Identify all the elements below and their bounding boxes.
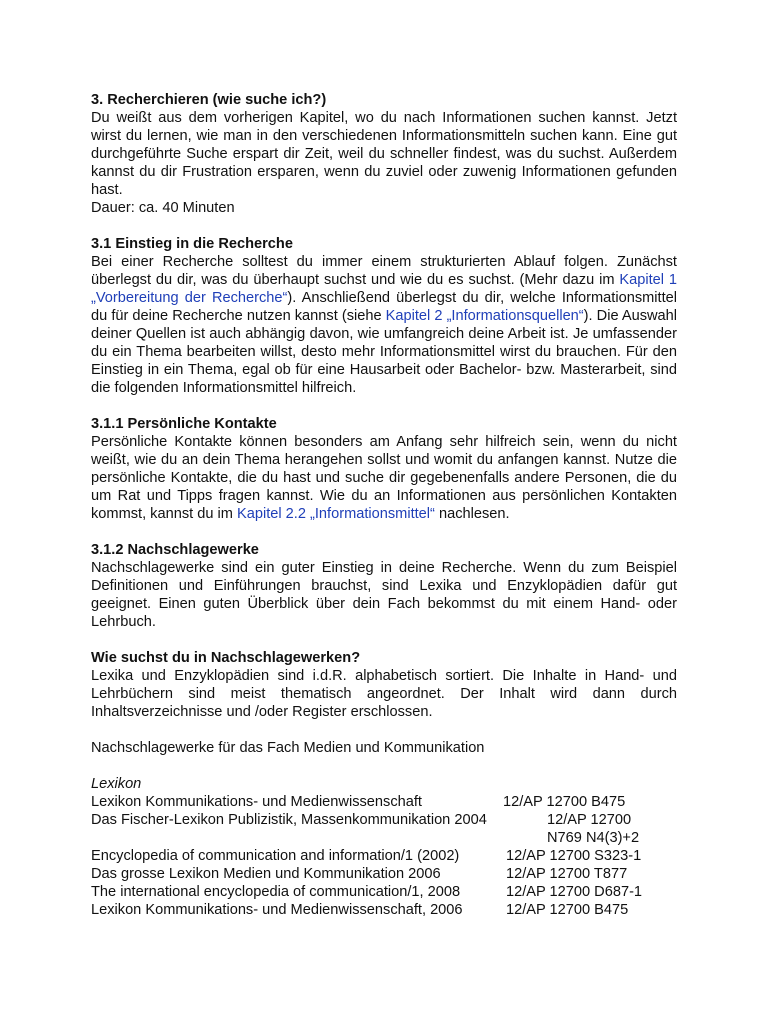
section-3-1-text-2: ). Anschließend überlegst du dir, welche Informationsmittel du für deine Recherche nutzen kannst (siehe	[91, 290, 677, 324]
reference-shelfmark: 12/AP 12700 T877	[506, 866, 628, 882]
chapter-2-link[interactable]: Kapitel 2 „Informationsquellen“	[385, 308, 584, 324]
section-3-1-2-body: Nachschlagewerke sind ein guter Einstieg in deine Recherche. Wenn du zum Beispiel Definitionen und Einführungen brauchst, sind Lexika und Enzyklopädien dafür gut geeignet. Einen guten Überblick über dein Fach bekommst du mit einem Hand- oder Lehrbuch.	[91, 560, 677, 630]
reference-row-continued	[91, 829, 677, 847]
section-3-duration: Dauer: ca. 40 Minuten	[91, 200, 235, 216]
reference-row	[91, 847, 677, 865]
lexikon-label: Lexikon	[91, 776, 142, 792]
howto-heading: Wie suchst du in Nachschlagewerken?	[91, 650, 361, 666]
reference-intro: Nachschlagewerke für das Fach Medien und Kommunikation	[91, 740, 485, 756]
reference-title: Das Fischer-Lexikon Publizistik, Massenkommunikation 2004	[91, 812, 487, 828]
reference-shelfmark: 12/AP 12700 D687-1	[506, 884, 643, 900]
howto-body: Lexika und Enzyklopädien sind i.d.R. alphabetisch sortiert. Die Inhalte in Hand- und Lehrbüchern sind meist thematisch angeordnet. Der Inhalt wird dann durch Inhaltsverzeichnisse und /oder Register erschlossen.	[91, 668, 677, 720]
reference-shelfmark-continued: N769 N4(3)+2	[547, 830, 640, 846]
reference-row	[91, 793, 677, 811]
section-3-1-text-1: Bei einer Recherche solltest du immer einem strukturierten Ablauf folgen. Zunächst überlegst du dir, was du überhaupt suchst und wie du es suchst. (Mehr dazu im	[91, 254, 677, 288]
chapter-1-link[interactable]: Kapitel 1 „Vorbereitung der Recherche“	[91, 272, 677, 306]
document-page	[91, 91, 677, 919]
reference-row	[91, 811, 677, 829]
reference-title: Lexikon Kommunikations- und Medienwissenschaft, 2006	[91, 902, 463, 918]
section-3-1-2-heading: 3.1.2 Nachschlagewerke	[91, 542, 259, 558]
reference-title: Lexikon Kommunikations- und Medienwissenschaft	[91, 794, 422, 810]
reference-title: The international encyclopedia of communication/1, 2008	[91, 884, 461, 900]
reference-title: Das grosse Lexikon Medien und Kommunikation 2006	[91, 866, 441, 882]
reference-shelfmark: 12/AP 12700 B475	[503, 794, 626, 810]
section-3-1-1-body	[91, 433, 677, 523]
reference-title: Encyclopedia of communication and information/1 (2002)	[91, 848, 460, 864]
section-3-1-text-3: ). Die Auswahl deiner Quellen ist auch abhängig davon, wie umfangreich deine Arbeit ist. Je umfassender du ein Thema bearbeiten willst, desto mehr Informationsmittel wirst du brauchen. Für den Einstieg in ein Thema, egal ob für eine Hausarbeit oder Bachelor- bzw. Masterarbeit, sind die folgenden Informationsmittel hilfreich.	[91, 308, 678, 396]
reference-row	[91, 901, 677, 919]
section-3-heading: 3. Recherchieren (wie suche ich?)	[91, 92, 327, 108]
section-3-1-1-heading: 3.1.1 Persönliche Kontakte	[91, 416, 277, 432]
reference-shelfmark: 12/AP 12700	[547, 812, 632, 828]
reference-row	[91, 883, 677, 901]
section-3-1-heading: 3.1 Einstieg in die Recherche	[91, 236, 293, 252]
reference-list	[91, 793, 677, 919]
section-3-1-body	[91, 253, 677, 397]
reference-row	[91, 865, 677, 883]
section-3-1-1-text-1: Persönliche Kontakte können besonders am Anfang sehr hilfreich sein, wenn du nicht weißt, wie du an dein Thema herangehen sollst und womit du anfangen kannst. Nutze die persönliche Kontakte, die du hast und suche dir gegebenenfalls andere Personen, die du um Rat und Tipps fragen kannst. Wie du an Informationen aus persönlichen Kontakten kommst, kannst du im	[91, 434, 677, 522]
reference-shelfmark: 12/AP 12700 B475	[506, 902, 629, 918]
section-3-body: Du weißt aus dem vorherigen Kapitel, wo du nach Informationen suchen kannst. Jetzt wirst du lernen, wie man in den verschiedenen Informationsmitteln suchen kann. Eine gut durchgeführte Suche erspart dir Zeit, weil du schneller findest, was du suchst. Außerdem kannst du dir Frustration ersparen, wenn du zuviel oder zuwenig Informationen gefunden hast.	[91, 110, 677, 198]
reference-shelfmark: 12/AP 12700 S323-1	[506, 848, 642, 864]
section-3-1-1-text-2: nachlesen.	[434, 506, 510, 522]
chapter-2-2-link[interactable]: Kapitel 2.2 „Informationsmittel“	[236, 506, 435, 522]
